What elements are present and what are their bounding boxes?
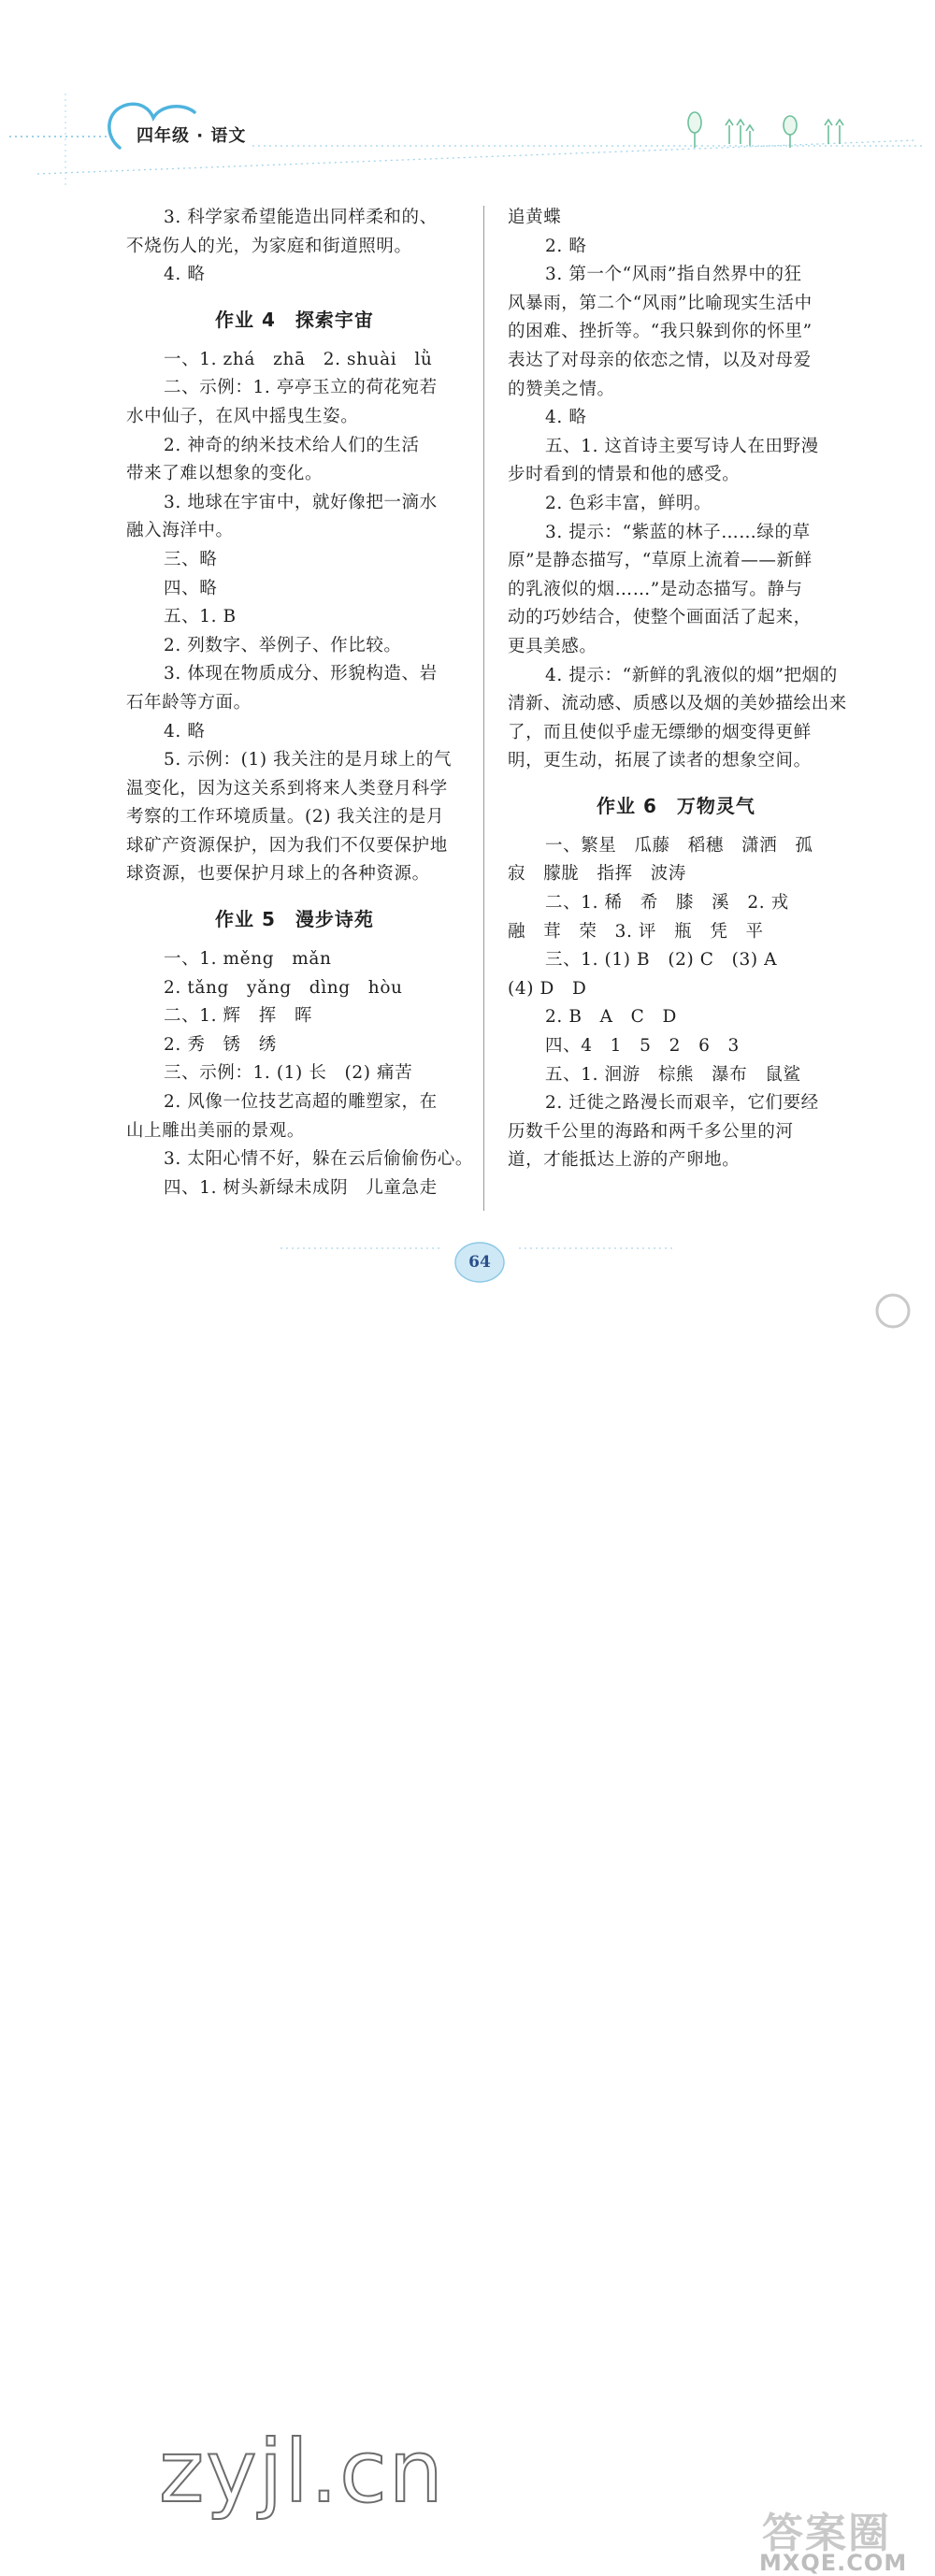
page-footer (0, 1206, 935, 2576)
answer-line: 融 茸 荣 3. 评 瓶 凭 平 (508, 921, 764, 942)
answer-line: 步时看到的情景和他的感受。 (508, 465, 741, 485)
answer-line: 4. 略 (164, 721, 206, 741)
answer-line: 的困难、挫折等。“我只躲到你的怀里” (508, 322, 813, 342)
answer-line: (4) D D (508, 978, 587, 999)
answer-line: 山上雕出美丽的景观。 (126, 1120, 306, 1141)
answer-line: 5. 示例：(1) 我关注的是月球上的气 (164, 750, 453, 770)
answer-line: 更具美感。 (508, 636, 597, 656)
answer-line: 2. 风像一位技艺高超的雕塑家，在 (164, 1092, 438, 1113)
answer-line: 2. 列数字、举例子、作比较。 (164, 635, 402, 655)
answer-line: 水中仙子，在风中摇曳生姿。 (126, 406, 359, 426)
answer-line: 明，更生动，拓展了读者的想象空间。 (508, 751, 812, 771)
answer-line: 原”是静态描写，“草原上流着——新鲜 (508, 551, 813, 571)
page-number: 64 (468, 1253, 491, 1272)
answer-line: 2. tǎng yǎng dìng hòu (164, 977, 403, 998)
answer-line: 一、1. zhá zhā 2. shuài lǜ (164, 349, 433, 369)
section-heading: 作业 6 万物灵气 (597, 794, 755, 817)
answer-line: 球资源，也要保护月球上的各种资源。 (126, 864, 430, 885)
answer-line: 4. 略 (164, 265, 206, 285)
grade-subject-label: 四年级 · 语文 (137, 126, 247, 146)
answer-line: 3. 地球在宇宙中，就好像把一滴水 (164, 492, 438, 512)
answer-line: 四、1. 树头新绿未成阴 儿童急走 (164, 1177, 438, 1198)
answer-line: 风暴雨，第二个“风雨”比喻现实生活中 (508, 293, 813, 313)
answer-line: 2. 神奇的纳米技术给人们的生活 (164, 435, 420, 455)
answer-line: 的乳液似的烟……”是动态描写。静与 (508, 579, 803, 599)
watermark-daanquan: 答案圈 (762, 2510, 891, 2557)
answer-line: 3. 第一个“风雨”指自然界中的狂 (545, 265, 802, 285)
footer-decoration (0, 1206, 935, 1375)
watermark-zyjl: zyjl.cn (159, 2422, 445, 2522)
section-heading: 作业 4 探索宇宙 (215, 308, 374, 331)
answer-line: 动的巧妙结合，使整个画面活了起来， (508, 608, 812, 628)
answer-line: 四、略 (164, 578, 218, 598)
answer-line: 了，而且使似乎虚无缥缈的烟变得更鲜 (508, 722, 812, 742)
answer-line: 三、1. (1) B (2) C (3) A (545, 950, 778, 971)
answer-line: 追黄蝶 (508, 208, 562, 227)
watermark-mxqe: MXQE.COM (759, 2550, 908, 2576)
tulip-icons (688, 112, 843, 148)
answer-line: 二、1. 稀 希 膝 溪 2. 戎 (545, 893, 789, 914)
answer-line: 清新、流动感、质感以及烟的美妙描绘出来 (508, 694, 847, 714)
section-heading: 作业 5 漫步诗苑 (215, 908, 374, 931)
left-column (126, 204, 473, 1202)
answer-line: 带来了难以想象的变化。 (126, 464, 324, 484)
answer-line: 不烧伤人的光，为家庭和街道照明。 (126, 236, 412, 256)
answer-line: 五、1. 洄游 棕熊 瀑布 鼠鲨 (545, 1064, 801, 1085)
answer-line: 3. 提示：“紫蓝的林子……绿的草 (545, 522, 811, 542)
answer-line: 二、示例：1. 亭亭玉立的荷花宛若 (164, 378, 438, 398)
answer-line: 3. 科学家希望能造出同样柔和的、 (164, 208, 438, 227)
answer-line: 2. 秀 锈 绣 (164, 1034, 277, 1055)
answer-line: 4. 略 (545, 408, 587, 428)
answer-line: 2. 迁徙之路漫长而艰辛，它们要经 (545, 1093, 819, 1114)
answer-line: 三、示例：1. (1) 长 (2) 痛苦 (164, 1063, 413, 1084)
answer-line: 石年龄等方面。 (126, 692, 252, 712)
answer-line: 2. 色彩丰富，鲜明。 (545, 493, 712, 513)
answer-line: 二、1. 辉 挥 晖 (164, 1006, 313, 1027)
answer-line: 融入海洋中。 (126, 521, 234, 541)
answer-line: 寂 朦胧 指挥 波涛 (508, 864, 687, 885)
answer-line: 球矿产资源保护，因为我们不仅要保护地 (126, 835, 448, 856)
answer-line: 四、4 1 5 2 6 3 (545, 1036, 740, 1057)
answer-line: 表达了对母亲的依恋之情，以及对母爱 (508, 350, 812, 370)
answer-line: 3. 体现在物质成分、形貌构造、岩 (164, 664, 438, 684)
header-decoration (0, 0, 935, 187)
answer-line: 道，才能抵达上游的产卵地。 (508, 1150, 741, 1171)
answer-line: 2. 略 (545, 236, 587, 256)
answer-line: 2. B A C D (545, 1007, 677, 1028)
answer-line: 的赞美之情。 (508, 379, 615, 399)
answer-line: 五、1. B (164, 607, 237, 627)
column-divider (483, 206, 484, 1211)
answer-line: 4. 提示：“新鲜的乳液似的烟”把烟的 (545, 665, 838, 685)
answer-line: 一、繁星 瓜藤 稻穗 潇洒 孤 (545, 835, 813, 856)
page-header (0, 0, 935, 187)
answer-line: 三、略 (164, 549, 218, 569)
right-column (508, 204, 847, 1175)
answer-line: 温变化，因为这关系到将来人类登月科学 (126, 778, 448, 799)
answer-line: 考察的工作环境质量。(2) 我关注的是月 (126, 807, 445, 827)
answer-line: 一、1. měng mǎn (164, 949, 332, 970)
answer-line: 3. 太阳心情不好，躲在云后偷偷伤心。 (164, 1149, 473, 1170)
answer-line: 历数千公里的海路和两千多公里的河 (508, 1121, 794, 1142)
answer-line: 五、1. 这首诗主要写诗人在田野漫 (545, 436, 819, 456)
